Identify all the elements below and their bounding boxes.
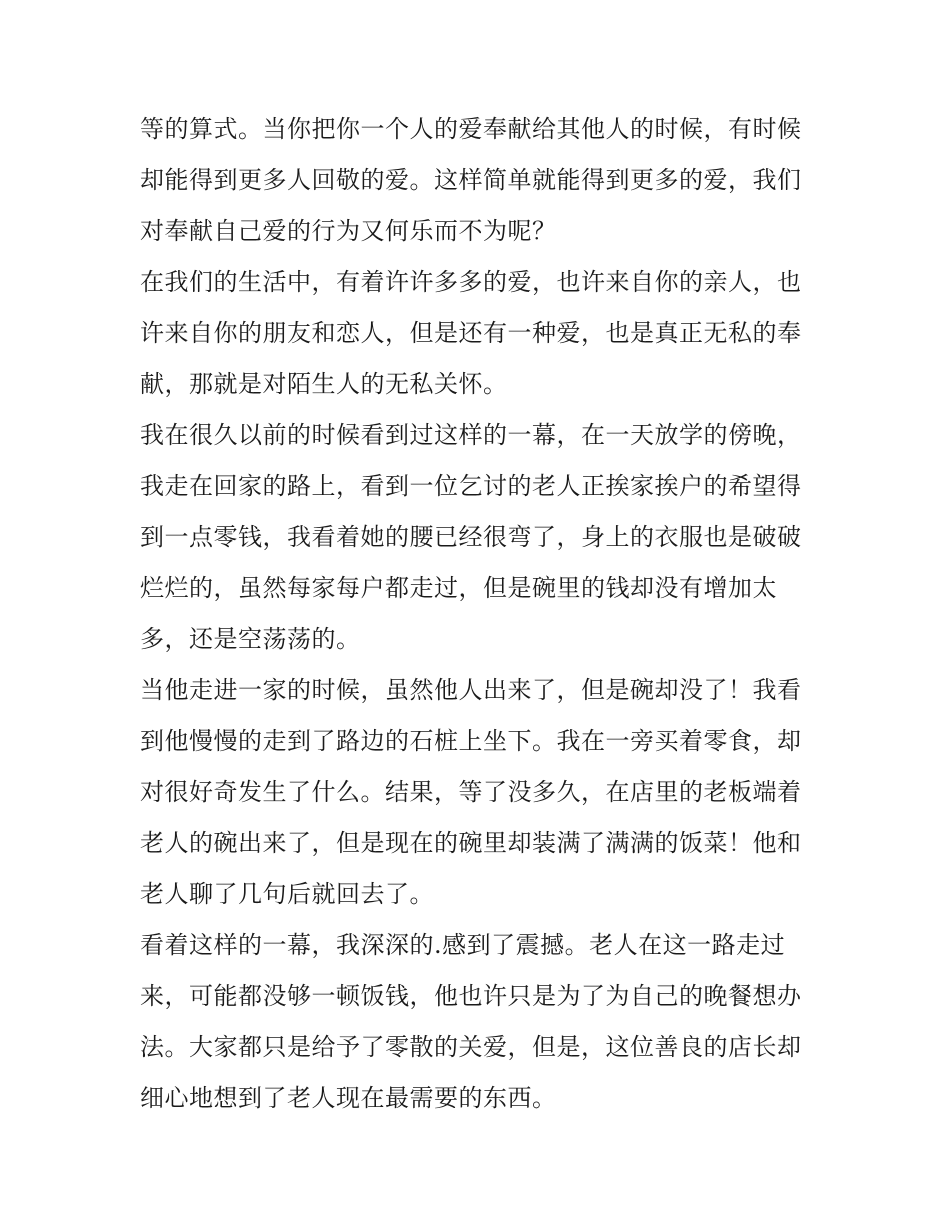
text-line: 烂烂的，虽然每家每户都走过，但是碗里的钱却没有增加太 <box>140 574 777 602</box>
text-line: 法。大家都只是给予了零散的关爱，但是，这位善良的店长却 <box>140 1033 802 1061</box>
text-line: 我在很久以前的时候看到过这样的一幕，在一天放学的傍晚， <box>140 421 802 449</box>
text-line: 当他走进一家的时候，虽然他人出来了，但是碗却没了！我看 <box>140 676 802 704</box>
text-line: 等的算式。当你把你一个人的爱奉献给其他人的时候，有时候 <box>140 115 802 143</box>
text-line: 却能得到更多人回敬的爱。这样简单就能得到更多的爱，我们 <box>140 166 802 194</box>
document-body <box>140 104 816 1124</box>
text-line: 细心地想到了老人现在最需要的东西。 <box>140 1084 557 1112</box>
text-line: 来，可能都没够一顿饭钱，他也许只是为了为自己的晚餐想办 <box>140 982 802 1010</box>
text-line: 在我们的生活中，有着许许多多的爱，也许来自你的亲人，也 <box>140 268 802 296</box>
text-line: 到他慢慢的走到了路边的石桩上坐下。我在一旁买着零食，却 <box>140 727 802 755</box>
text-line: 看着这样的一幕，我深深的.感到了震撼。老人在这一路走过 <box>140 931 786 959</box>
text-line: 对很好奇发生了什么。结果，等了没多久，在店里的老板端着 <box>140 778 802 806</box>
text-line: 多，还是空荡荡的。 <box>140 625 361 653</box>
text-line: 献，那就是对陌生人的无私关怀。 <box>140 370 508 398</box>
text-line: 我走在回家的路上，看到一位乞讨的老人正挨家挨户的希望得 <box>140 472 802 500</box>
text-line: 老人聊了几句后就回去了。 <box>140 880 434 908</box>
text-line: 许来自你的朋友和恋人，但是还有一种爱，也是真正无私的奉 <box>140 319 802 347</box>
text-line: 老人的碗出来了，但是现在的碗里却装满了满满的饭菜！他和 <box>140 829 802 857</box>
text-line: 对奉献自己爱的行为又何乐而不为呢？ <box>140 217 557 245</box>
text-line: 到一点零钱，我看着她的腰已经很弯了，身上的衣服也是破破 <box>140 523 802 551</box>
